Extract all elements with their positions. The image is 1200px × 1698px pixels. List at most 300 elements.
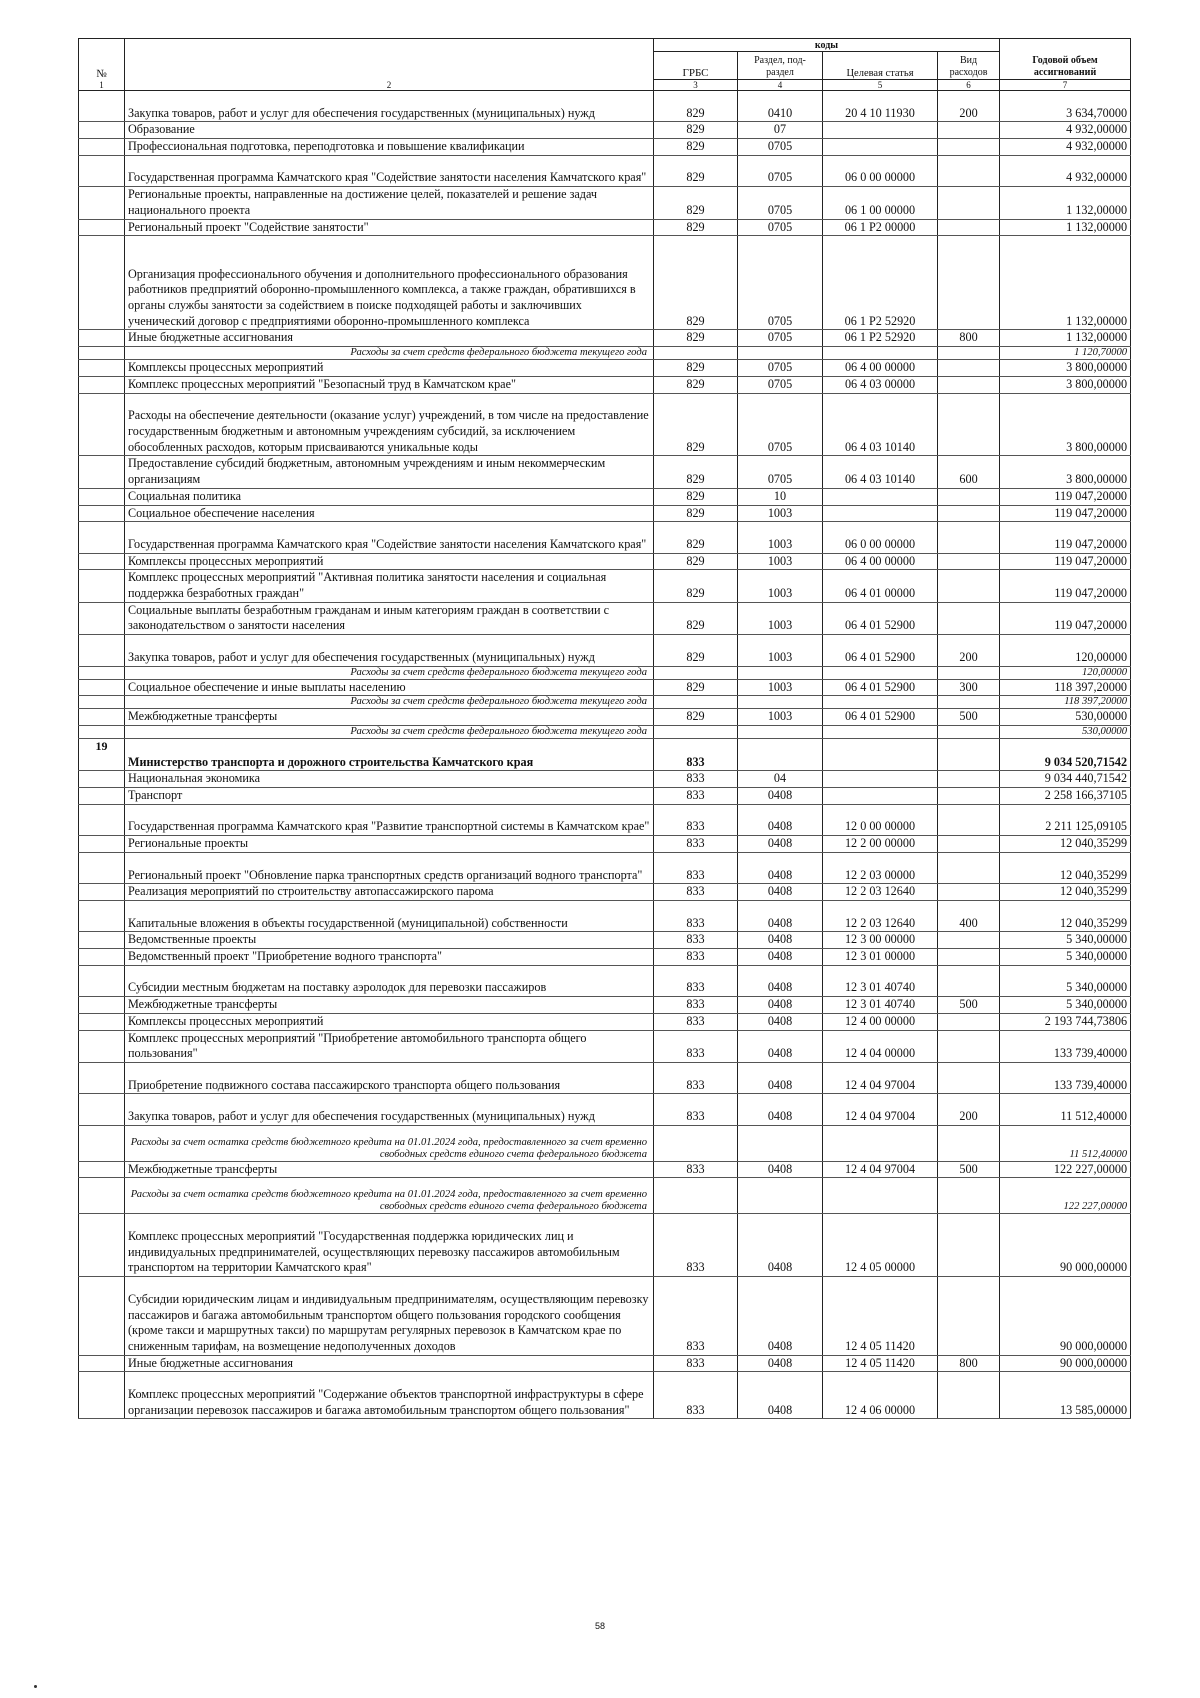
row-amount: 119 047,20000 [1000, 602, 1131, 634]
row-amount: 90 000,00000 [1000, 1277, 1131, 1356]
row-expense-type [938, 505, 1000, 522]
table-row [79, 997, 1131, 1014]
row-name: Комплекс процессных мероприятий "Содержание объектов транспортной инфраструктуры в сфере организации перевозок пассажиров и багажа автомобильным транспортом общего пользования" [125, 1372, 654, 1419]
table-row [79, 236, 1131, 330]
row-number [79, 570, 125, 602]
row-name: Закупка товаров, работ и услуг для обеспечения государственных (муниципальных) нужд [125, 1094, 654, 1125]
row-number [79, 122, 125, 139]
row-name: Транспорт [125, 788, 654, 805]
row-amount: 119 047,20000 [1000, 522, 1131, 553]
row-section: 0705 [738, 376, 823, 393]
row-expense-type [938, 666, 1000, 679]
row-expense-type [938, 347, 1000, 360]
table-row [79, 522, 1131, 553]
row-number [79, 330, 125, 347]
row-name: Комплекс процессных мероприятий "Безопасный труд в Камчатском крае" [125, 376, 654, 393]
row-amount: 1 132,00000 [1000, 219, 1131, 236]
row-amount: 12 040,35299 [1000, 884, 1131, 901]
row-expense-type [938, 1372, 1000, 1419]
row-amount: 11 512,40000 [1000, 1094, 1131, 1125]
row-number [79, 1214, 125, 1277]
row-number [79, 1277, 125, 1356]
row-grbs: 833 [654, 836, 738, 853]
row-expense-type [938, 553, 1000, 570]
row-grbs: 829 [654, 139, 738, 156]
row-target-article: 12 0 00 00000 [823, 804, 938, 835]
col-index-5: 5 [823, 80, 938, 91]
table-row [79, 155, 1131, 186]
row-expense-type [938, 738, 1000, 770]
row-grbs: 829 [654, 488, 738, 505]
row-expense-type [938, 1214, 1000, 1277]
row-number [79, 91, 125, 122]
row-grbs: 829 [654, 187, 738, 219]
row-grbs: 833 [654, 788, 738, 805]
row-grbs: 833 [654, 1094, 738, 1125]
row-target-article [823, 666, 938, 679]
row-number [79, 852, 125, 883]
row-amount: 3 634,70000 [1000, 91, 1131, 122]
row-section: 0408 [738, 1277, 823, 1356]
row-number [79, 997, 125, 1014]
row-grbs: 833 [654, 1013, 738, 1030]
row-expense-type [938, 236, 1000, 330]
row-target-article: 06 0 00 00000 [823, 155, 938, 186]
row-grbs: 833 [654, 900, 738, 931]
row-number [79, 788, 125, 805]
row-section [738, 666, 823, 679]
row-target-article: 12 3 01 40740 [823, 965, 938, 996]
row-target-article [823, 122, 938, 139]
row-expense-type [938, 376, 1000, 393]
row-section: 0408 [738, 788, 823, 805]
row-name: Межбюджетные трансферты [125, 1161, 654, 1178]
row-expense-type [938, 1062, 1000, 1093]
header-section: Раздел, под-раздел [738, 52, 823, 80]
row-expense-type: 200 [938, 91, 1000, 122]
row-expense-type [938, 884, 1000, 901]
table-row [79, 884, 1131, 901]
row-number [79, 360, 125, 377]
table-row [79, 1013, 1131, 1030]
row-grbs: 833 [654, 884, 738, 901]
row-number [79, 666, 125, 679]
row-grbs: 833 [654, 1355, 738, 1372]
col-index-7: 7 [1000, 80, 1131, 91]
table-row [79, 570, 1131, 602]
row-amount: 3 800,00000 [1000, 393, 1131, 456]
row-grbs: 833 [654, 1161, 738, 1178]
row-amount: 120,00000 [1000, 666, 1131, 679]
row-amount: 5 340,00000 [1000, 949, 1131, 966]
row-name: Социальная политика [125, 488, 654, 505]
row-amount: 90 000,00000 [1000, 1214, 1131, 1277]
row-number [79, 836, 125, 853]
col-index-3: 3 [654, 80, 738, 91]
table-row [79, 505, 1131, 522]
row-number [79, 1372, 125, 1419]
row-expense-type: 600 [938, 456, 1000, 488]
row-expense-type: 500 [938, 709, 1000, 726]
table-row [79, 900, 1131, 931]
table-row [79, 393, 1131, 456]
row-target-article: 06 4 01 52900 [823, 709, 938, 726]
table-row [79, 1214, 1131, 1277]
scan-mark [34, 1685, 37, 1688]
funding-source-note-row [79, 725, 1131, 738]
row-section: 0408 [738, 804, 823, 835]
row-number [79, 1125, 125, 1161]
row-target-article: 12 4 05 11420 [823, 1355, 938, 1372]
row-number [79, 347, 125, 360]
row-amount: 120,00000 [1000, 635, 1131, 666]
row-section: 1003 [738, 522, 823, 553]
row-number [79, 804, 125, 835]
funding-source-note-row [79, 696, 1131, 709]
row-section: 0408 [738, 997, 823, 1014]
page-number: 58 [594, 1621, 605, 1631]
row-amount: 5 340,00000 [1000, 997, 1131, 1014]
row-amount: 119 047,20000 [1000, 488, 1131, 505]
table-row [79, 187, 1131, 219]
row-number [79, 771, 125, 788]
col-index-4: 4 [738, 80, 823, 91]
row-section [738, 1125, 823, 1161]
row-target-article: 12 4 06 00000 [823, 1372, 938, 1419]
row-expense-type: 800 [938, 330, 1000, 347]
row-name: Организация профессионального обучения и дополнительного профессионального образования работников предприятий оборонно-промышленного комплекса, а также граждан, обратившихся в органы службы занятости за содействием в поиске подходящей работы и заключивших ученический договор с предприятиями оборонно-промышленного комплекса [125, 236, 654, 330]
row-section: 0408 [738, 836, 823, 853]
row-name: Региональный проект "Содействие занятости" [125, 219, 654, 236]
row-amount: 12 040,35299 [1000, 852, 1131, 883]
row-section: 0408 [738, 949, 823, 966]
row-number [79, 522, 125, 553]
row-name: Региональные проекты, направленные на достижение целей, показателей и решение задач национального проекта [125, 187, 654, 219]
row-expense-type [938, 804, 1000, 835]
table-row [79, 804, 1131, 835]
row-expense-type [938, 1125, 1000, 1161]
row-name: Социальные выплаты безработным гражданам и иным категориям граждан в соответствии с законодательством о занятости населения [125, 602, 654, 634]
row-section: 04 [738, 771, 823, 788]
row-number [79, 1161, 125, 1178]
row-section: 0705 [738, 236, 823, 330]
row-section: 1003 [738, 679, 823, 696]
row-section: 0705 [738, 393, 823, 456]
table-row [79, 836, 1131, 853]
table-row [79, 738, 1131, 770]
row-grbs: 833 [654, 1277, 738, 1356]
header-annual-volume: Годовой объем ассигнований [1000, 39, 1131, 80]
row-amount: 3 800,00000 [1000, 376, 1131, 393]
row-section: 10 [738, 488, 823, 505]
row-expense-type [938, 139, 1000, 156]
row-grbs [654, 347, 738, 360]
row-grbs: 833 [654, 804, 738, 835]
row-section: 0408 [738, 1372, 823, 1419]
row-section: 1003 [738, 602, 823, 634]
row-grbs [654, 696, 738, 709]
row-section: 0408 [738, 1030, 823, 1062]
row-name: Комплексы процессных мероприятий [125, 360, 654, 377]
row-target-article: 12 3 01 00000 [823, 949, 938, 966]
row-number [79, 1178, 125, 1214]
header-codes: коды [654, 39, 1000, 52]
row-section: 0705 [738, 360, 823, 377]
row-name: Региональный проект "Обновление парка транспортных средств организаций водного транспорта" [125, 852, 654, 883]
row-target-article: 06 0 00 00000 [823, 522, 938, 553]
row-amount: 3 800,00000 [1000, 360, 1131, 377]
row-grbs: 829 [654, 360, 738, 377]
col-index-1: 1 [79, 80, 125, 91]
table-row [79, 965, 1131, 996]
row-name: Социальное обеспечение населения [125, 505, 654, 522]
row-name: Национальная экономика [125, 771, 654, 788]
row-name: Приобретение подвижного состава пассажирского транспорта общего пользования [125, 1062, 654, 1093]
row-name: Закупка товаров, работ и услуг для обеспечения государственных (муниципальных) нужд [125, 635, 654, 666]
table-row [79, 488, 1131, 505]
row-section: 1003 [738, 505, 823, 522]
row-name: Расходы за счет средств федерального бюджета текущего года [125, 347, 654, 360]
row-amount: 119 047,20000 [1000, 553, 1131, 570]
row-target-article: 06 4 00 00000 [823, 360, 938, 377]
col-index-6: 6 [938, 80, 1000, 91]
row-grbs: 829 [654, 505, 738, 522]
row-target-article: 12 4 04 00000 [823, 1030, 938, 1062]
row-expense-type [938, 1030, 1000, 1062]
table-row [79, 679, 1131, 696]
row-grbs: 829 [654, 553, 738, 570]
row-amount: 12 040,35299 [1000, 836, 1131, 853]
row-grbs: 833 [654, 771, 738, 788]
row-amount: 133 739,40000 [1000, 1030, 1131, 1062]
row-name: Профессиональная подготовка, переподготовка и повышение квалификации [125, 139, 654, 156]
row-grbs: 829 [654, 635, 738, 666]
row-target-article [823, 738, 938, 770]
row-target-article: 06 1 00 00000 [823, 187, 938, 219]
row-name: Министерство транспорта и дорожного строительства Камчатского края [125, 738, 654, 770]
row-name: Расходы за счет остатка средств бюджетного кредита на 01.01.2024 года, предоставленного за счет временно свободных средств единого счета федерального бюджета [125, 1178, 654, 1214]
row-number [79, 949, 125, 966]
row-name: Комплекс процессных мероприятий "Приобретение автомобильного транспорта общего пользования" [125, 1030, 654, 1062]
row-number [79, 1355, 125, 1372]
row-section: 0408 [738, 852, 823, 883]
row-section: 0705 [738, 330, 823, 347]
row-section: 1003 [738, 635, 823, 666]
table-row [79, 376, 1131, 393]
row-amount: 1 132,00000 [1000, 236, 1131, 330]
row-section: 0408 [738, 1161, 823, 1178]
row-expense-type [938, 696, 1000, 709]
table-row [79, 1161, 1131, 1178]
row-number [79, 505, 125, 522]
row-name: Региональные проекты [125, 836, 654, 853]
table-row [79, 949, 1131, 966]
row-number [79, 219, 125, 236]
row-amount: 11 512,40000 [1000, 1125, 1131, 1161]
row-target-article: 06 4 03 10140 [823, 393, 938, 456]
row-name: Расходы за счет средств федерального бюджета текущего года [125, 725, 654, 738]
row-section: 0705 [738, 139, 823, 156]
row-expense-type [938, 788, 1000, 805]
table-row [79, 360, 1131, 377]
row-amount: 5 340,00000 [1000, 932, 1131, 949]
table-row [79, 788, 1131, 805]
row-number [79, 1013, 125, 1030]
row-grbs: 829 [654, 91, 738, 122]
row-expense-type [938, 393, 1000, 456]
row-name: Иные бюджетные ассигнования [125, 330, 654, 347]
row-section: 0705 [738, 155, 823, 186]
row-target-article [823, 696, 938, 709]
row-number [79, 884, 125, 901]
row-number [79, 139, 125, 156]
row-name: Расходы на обеспечение деятельности (оказание услуг) учреждений, в том числе на предоставление государственным бюджетным и автономным учреждениям субсидий, за исключением обособленных расходов, которым присваиваются уникальные коды [125, 393, 654, 456]
row-grbs: 829 [654, 522, 738, 553]
row-target-article: 12 4 00 00000 [823, 1013, 938, 1030]
row-section: 1003 [738, 570, 823, 602]
funding-source-note-row [79, 1178, 1131, 1214]
row-name: Комплекс процессных мероприятий "Государственная поддержка юридических лиц и индивидуальных предпринимателей, осуществляющих перевозку пассажиров автомобильным транспортом на территории Камчатского края" [125, 1214, 654, 1277]
row-name: Комплексы процессных мероприятий [125, 553, 654, 570]
row-amount: 1 120,70000 [1000, 347, 1131, 360]
table-row [79, 1094, 1131, 1125]
row-section: 0408 [738, 900, 823, 931]
row-grbs: 829 [654, 330, 738, 347]
row-section [738, 738, 823, 770]
row-grbs: 829 [654, 236, 738, 330]
row-section [738, 347, 823, 360]
row-section: 0408 [738, 965, 823, 996]
row-expense-type: 200 [938, 635, 1000, 666]
row-amount: 1 132,00000 [1000, 187, 1131, 219]
row-amount: 4 932,00000 [1000, 122, 1131, 139]
row-number [79, 187, 125, 219]
row-expense-type [938, 219, 1000, 236]
row-target-article: 06 4 00 00000 [823, 553, 938, 570]
row-name: Комплекс процессных мероприятий "Активная политика занятости населения и социальная поддержка безработных граждан" [125, 570, 654, 602]
row-amount: 2 193 744,73806 [1000, 1013, 1131, 1030]
table-row [79, 635, 1131, 666]
row-amount: 122 227,00000 [1000, 1178, 1131, 1214]
funding-source-note-row [79, 666, 1131, 679]
row-grbs: 829 [654, 393, 738, 456]
row-number [79, 456, 125, 488]
row-amount: 119 047,20000 [1000, 505, 1131, 522]
row-grbs: 833 [654, 997, 738, 1014]
row-expense-type [938, 570, 1000, 602]
row-name: Закупка товаров, работ и услуг для обеспечения государственных (муниципальных) нужд [125, 91, 654, 122]
row-amount: 119 047,20000 [1000, 570, 1131, 602]
row-target-article: 12 3 01 40740 [823, 997, 938, 1014]
row-number [79, 1094, 125, 1125]
table-row [79, 330, 1131, 347]
row-grbs [654, 1178, 738, 1214]
row-number [79, 709, 125, 726]
row-number [79, 679, 125, 696]
row-amount: 122 227,00000 [1000, 1161, 1131, 1178]
row-grbs: 833 [654, 1214, 738, 1277]
row-target-article [823, 139, 938, 156]
row-amount: 4 932,00000 [1000, 139, 1131, 156]
row-number [79, 696, 125, 709]
row-amount: 12 040,35299 [1000, 900, 1131, 931]
table-row [79, 602, 1131, 634]
row-grbs: 833 [654, 932, 738, 949]
row-grbs: 833 [654, 738, 738, 770]
row-expense-type [938, 949, 1000, 966]
table-row [79, 219, 1131, 236]
row-grbs: 833 [654, 1372, 738, 1419]
row-target-article: 12 4 04 97004 [823, 1094, 938, 1125]
funding-source-note-row [79, 1125, 1131, 1161]
row-name: Ведомственные проекты [125, 932, 654, 949]
row-expense-type: 500 [938, 1161, 1000, 1178]
budget-table [78, 38, 1131, 1419]
row-name: Социальное обеспечение и иные выплаты населению [125, 679, 654, 696]
row-grbs: 829 [654, 456, 738, 488]
row-expense-type [938, 1277, 1000, 1356]
row-name: Расходы за счет средств федерального бюджета текущего года [125, 696, 654, 709]
row-expense-type [938, 488, 1000, 505]
row-name: Межбюджетные трансферты [125, 997, 654, 1014]
funding-source-note-row [79, 347, 1131, 360]
header-number: № [79, 39, 125, 80]
row-section [738, 1178, 823, 1214]
row-number [79, 1062, 125, 1093]
row-expense-type: 400 [938, 900, 1000, 931]
row-target-article: 06 4 03 00000 [823, 376, 938, 393]
row-number [79, 900, 125, 931]
row-number [79, 376, 125, 393]
row-section: 0408 [738, 1013, 823, 1030]
row-grbs [654, 666, 738, 679]
row-expense-type [938, 122, 1000, 139]
row-amount: 13 585,00000 [1000, 1372, 1131, 1419]
row-number: 19 [79, 738, 125, 770]
row-target-article: 06 1 P2 00000 [823, 219, 938, 236]
row-name: Реализация мероприятий по строительству автопассажирского парома [125, 884, 654, 901]
row-amount: 530,00000 [1000, 725, 1131, 738]
row-name: Межбюджетные трансферты [125, 709, 654, 726]
row-target-article: 06 1 P2 52920 [823, 330, 938, 347]
row-number [79, 932, 125, 949]
row-amount: 133 739,40000 [1000, 1062, 1131, 1093]
row-name: Расходы за счет средств федерального бюджета текущего года [125, 666, 654, 679]
row-name: Иные бюджетные ассигнования [125, 1355, 654, 1372]
row-grbs: 833 [654, 852, 738, 883]
row-grbs: 829 [654, 602, 738, 634]
header-expense-type: Вид расходов [938, 52, 1000, 80]
row-section: 0408 [738, 1355, 823, 1372]
row-grbs: 829 [654, 376, 738, 393]
row-number [79, 1030, 125, 1062]
row-amount: 2 258 166,37105 [1000, 788, 1131, 805]
row-grbs [654, 1125, 738, 1161]
table-row [79, 1062, 1131, 1093]
row-target-article: 12 4 05 11420 [823, 1277, 938, 1356]
row-grbs: 829 [654, 219, 738, 236]
table-row [79, 1355, 1131, 1372]
header-grbs: ГРБС [654, 52, 738, 80]
table-row [79, 456, 1131, 488]
row-target-article: 12 4 05 00000 [823, 1214, 938, 1277]
row-target-article: 12 4 04 97004 [823, 1062, 938, 1093]
row-expense-type [938, 602, 1000, 634]
row-section: 0408 [738, 1214, 823, 1277]
row-target-article: 06 4 03 10140 [823, 456, 938, 488]
row-expense-type [938, 1013, 1000, 1030]
row-grbs: 833 [654, 1030, 738, 1062]
